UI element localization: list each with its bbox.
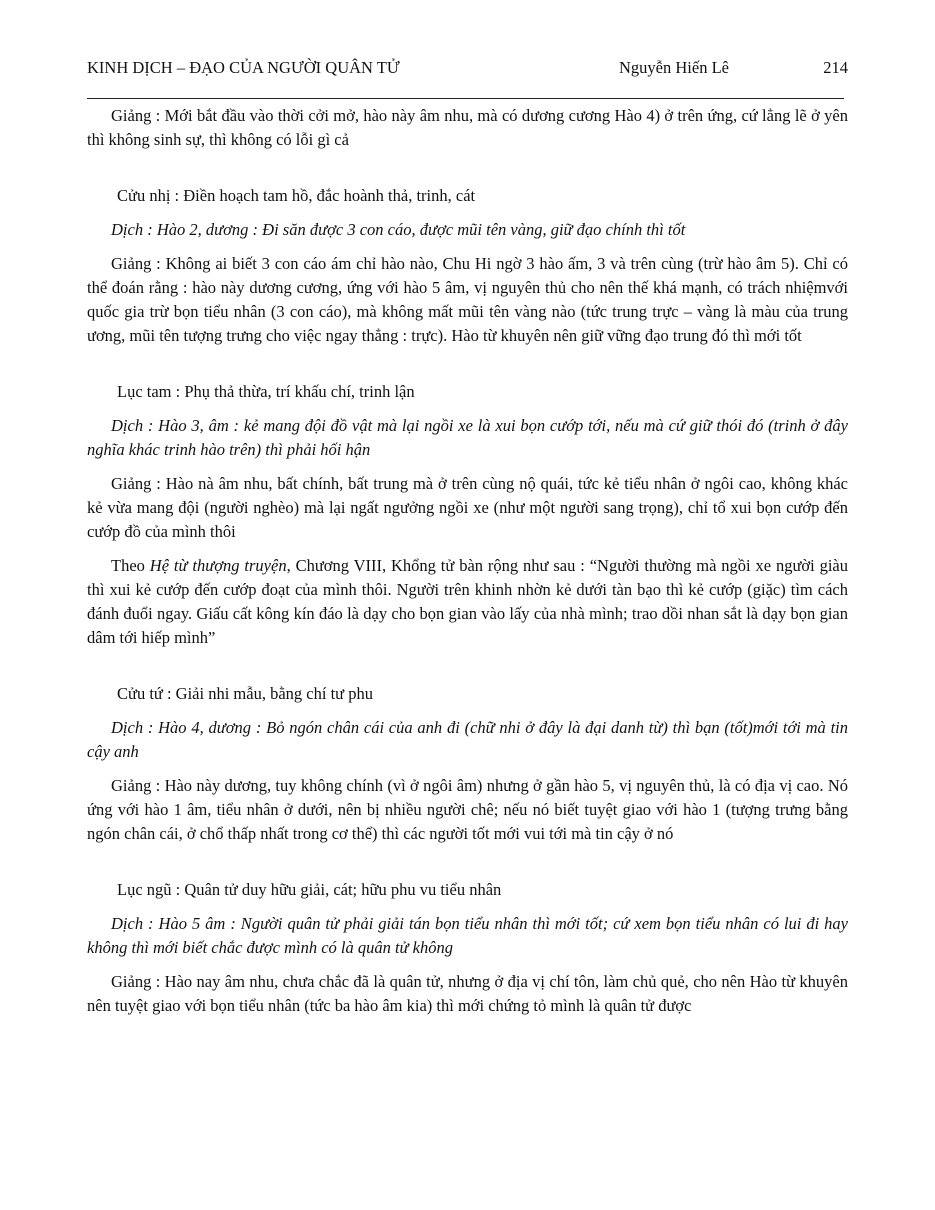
hao-2-heading: Cửu nhị : Điền hoạch tam hồ, đắc hoành thả, trinh, cát [117,186,476,205]
commentary-prefix: Theo [111,556,150,575]
header-rule [87,98,844,99]
hao-3-translation: Dịch : Hào 3, âm : kẻ mang đội đồ vật mà lại ngồi xe là xui bọn cướp tới, nếu mà cứ giữ thói đó (trinh ở đây nghĩa khác trinh hào trên) thì phải hối hận [87,416,848,459]
hao-3-explanation: Giảng : Hào nà âm nhu, bất chính, bất trung mà ở trên cùng nộ quái, tức kẻ tiểu nhân ở ngôi cao, không khác kẻ vừa mang đội (người nghèo) mà lại ngất ngưởng ngồi xe (như một người sang trọng), chỉ tổ xui bọn cướp đến cướp đồ của mình thôi [87,474,848,541]
hao-3-heading: Lục tam : Phụ thả thừa, trí khấu chí, trinh lận [117,382,415,401]
book-title: KINH DỊCH – ĐẠO CỦA NGƯỜI QUÂN TỬ [87,58,400,77]
hao-5-explanation: Giảng : Hào nay âm nhu, chưa chắc đã là quân tử, nhưng ở địa vị chí tôn, làm chủ quẻ, cho nên Hào từ khuyên nên tuyệt giao với bọn tiểu nhân (tức ba hào âm kia) thì mới chứng tỏ mình là quân tử được [87,972,848,1015]
hao-4-translation: Dịch : Hào 4, dương : Bỏ ngón chân cái của anh đi (chữ nhi ở đây là đại danh từ) thì bạn (tốt)mới tới mà tin cậy anh [87,718,848,761]
book-reference: Hệ từ thượng truyện [149,556,287,575]
page-body [87,104,848,1028]
hao-5-heading: Lục ngũ : Quân tử duy hữu giải, cát; hữu phu vu tiểu nhân [117,880,502,899]
commentary-text: , Chương VIII, Khổng tử bàn rộng như sau : “Người thường mà ngồi xe người giàu thì xui kẻ cướp đến cướp đoạt của mình thôi. Người trên khinh nhờn kẻ dưới tàn bạo thì kẻ cướp (giặc) tìm cách đánh đuổi ngay. Giấu cất kông kín đáo là dạy cho bọn gian vào lấy của nhà mình; trao dồi nhan sắt là dạy bọn gian dâm tới hiếp mình” [87,556,849,647]
hao-2-translation: Dịch : Hào 2, dương : Đi săn được 3 con cáo, được mũi tên vàng, giữ đạo chính thì tốt [111,220,686,239]
hao-5-translation: Dịch : Hào 5 âm : Người quân tử phải giải tán bọn tiểu nhân thì mới tốt; cứ xem bọn tiểu nhân có lui đi hay không thì mới biết chắc được mình có là quân tử không [87,914,848,957]
page-number: 214 [823,58,848,77]
hao-4-heading: Cửu tứ : Giải nhi mẫu, bằng chí tư phu [117,684,373,703]
hao-3-commentary [87,554,848,650]
hao-4-explanation: Giảng : Hào này dương, tuy không chính (vì ở ngôi âm) nhưng ở gần hào 5, vị nguyên thủ, là có địa vị cao. Nó ứng với hào 1 âm, tiểu nhân ở dưới, nên bị nhiều người chê; nếu nó biết tuyệt giao với hào 1 (tượng trưng bằng ngón chân cái, ở chổ thấp nhất trong cơ thể) thì các người tốt mới vui tới mà tin cậy ở nó [87,776,848,843]
author-name: Nguyễn Hiến Lê [619,58,729,77]
hao-2-explanation: Giảng : Không ai biết 3 con cáo ám chỉ hào nào, Chu Hi ngờ 3 hào ấm, 3 và trên cùng (trừ hào âm 5). Chỉ có thể đoán rằng : hào này dương cương, ứng với hào 5 âm, vị nguyên thủ cho nên thế khá mạnh, có trách nhiệmvới quốc gia trừ bọn tiểu nhân (3 con cáo), mà không mất mũi tên vàng nào (tức trung trực – vàng là màu của trung ương, mũi tên tượng trưng cho việc ngay thẳng : trực). Hào từ khuyên nên giữ vững đạo trung đó thì mới tốt [87,254,848,345]
page-header [87,58,848,80]
giang-paragraph: Giảng : Mới bắt đầu vào thời cởi mở, hào này âm nhu, mà có dương cương Hào 4) ở trên ứng, cứ lẳng lẽ ở yên thì không sinh sự, thì không có lỗi gì cả [87,106,848,149]
